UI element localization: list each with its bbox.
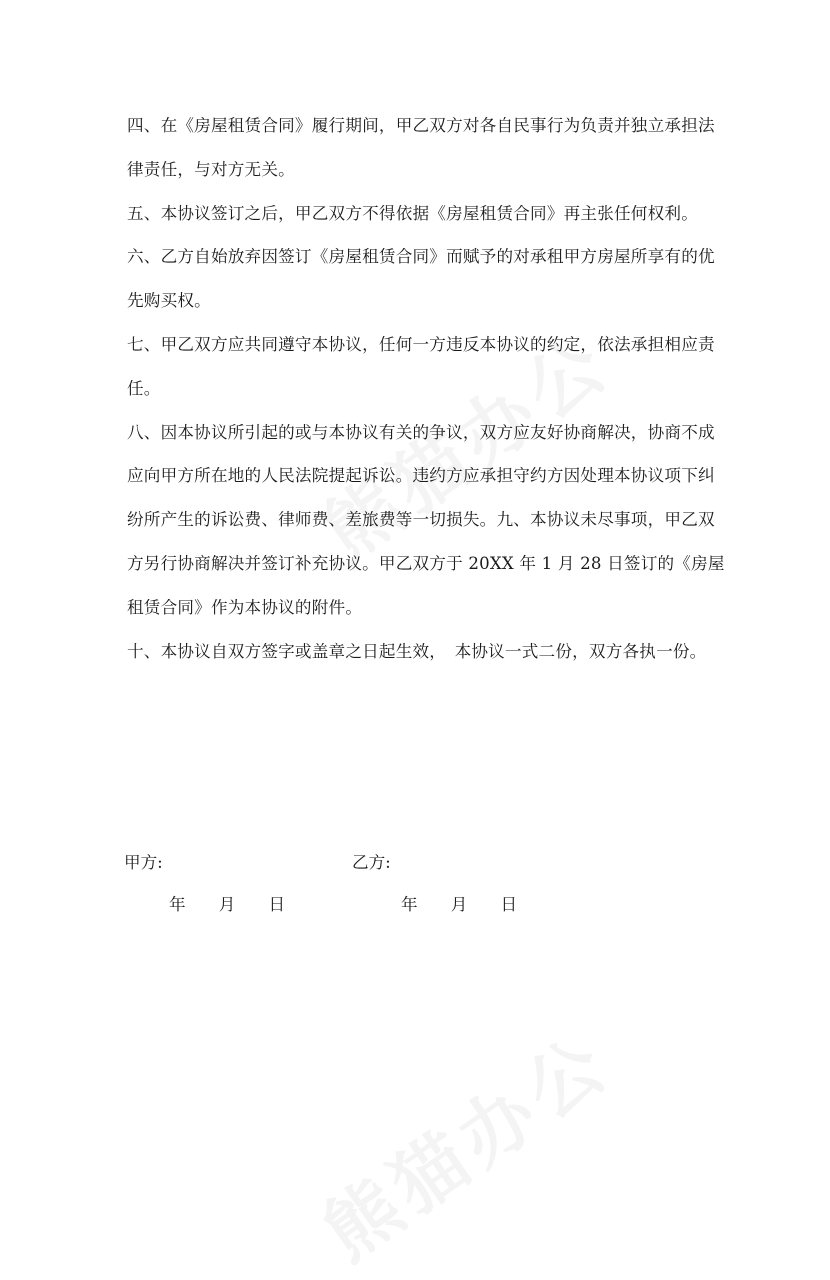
party-a-date: 年 月 日 — [169, 895, 286, 914]
clause-6: 六、乙方自始放弃因签订《房屋租赁合同》而赋予的对承租甲方房屋所享有的优先购买权。 — [127, 247, 715, 311]
clause-4: 四、在《房屋租赁合同》履行期间，甲乙双方对各自民事行为负责并独立承担法律责任，与对方无关。 — [127, 116, 715, 179]
clause-10: 十、本协议自双方签字或盖章之日起生效， 本协议一式二份，双方各执一份。 — [127, 641, 707, 661]
clause-5: 五、本协议签订之后，甲乙双方不得依据《房屋租赁合同》再主张任何权利。 — [127, 203, 698, 223]
clause-7: 七、甲乙双方应共同遵守本协议，任何一方违反本协议的约定，依法承担相应责任。 — [127, 334, 715, 398]
party-a-label: 甲方: — [124, 853, 163, 872]
party-b-date: 年 月 日 — [401, 895, 518, 914]
party-b-label: 乙方: — [352, 853, 391, 872]
agreement-body — [127, 104, 727, 673]
watermark — [299, 1006, 628, 1280]
clause-8-9: 八、因本协议所引起的或与本协议有关的争议，双方应友好协商解决，协商不成应向甲方所在地的人民法院提起诉讼。违约方应承担守约方因处理本协议项下纠纷所产生的诉讼费、律师费、差旅费等一切损失。九、本协议未尽事项，甲乙双方另行协商解决并签订补充协议。甲乙双方于 20XX 年 1 月 28 日签订的《房屋租赁合同》作为本协议的附件。 — [127, 422, 725, 617]
